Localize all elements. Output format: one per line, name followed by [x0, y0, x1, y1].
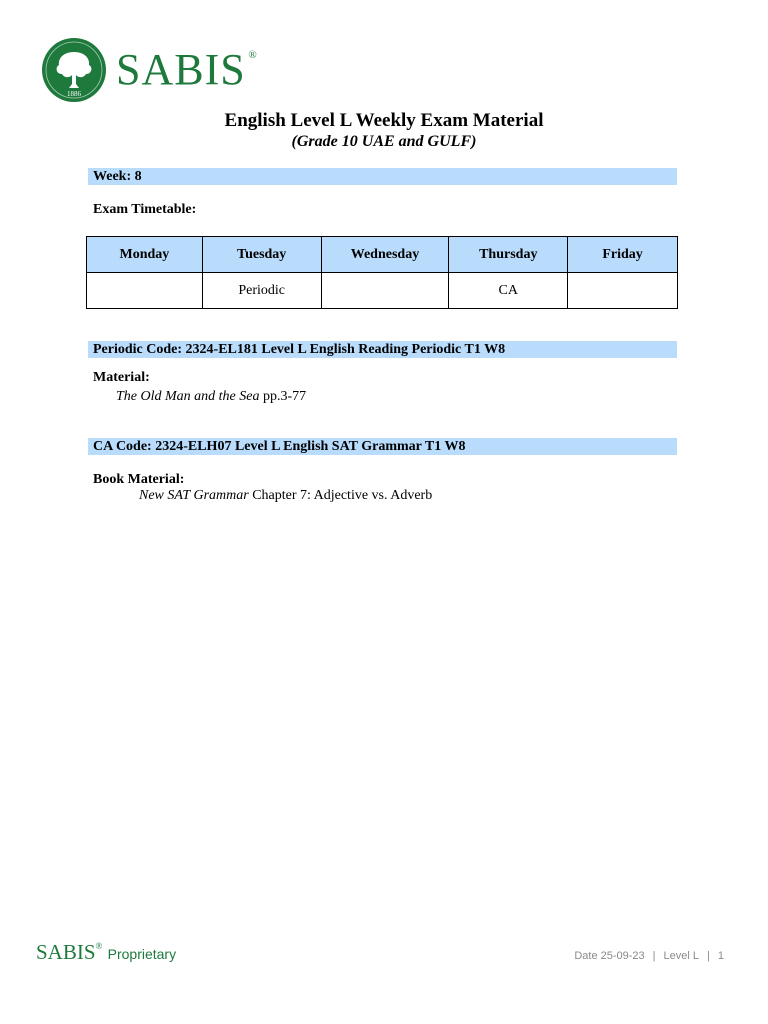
timetable-header-monday: Monday: [87, 237, 203, 273]
footer-separator: |: [707, 950, 710, 962]
ca-material-label: Book Material:: [93, 472, 185, 487]
periodic-material-label: Material:: [93, 370, 150, 385]
timetable-header-row: [87, 237, 678, 273]
footer-level: Level L: [663, 950, 700, 962]
footer-meta: [574, 950, 724, 962]
page-subtitle: (Grade 10 UAE and GULF): [291, 133, 477, 150]
sabis-seal-icon: [42, 38, 106, 102]
timetable-header-thursday: Thursday: [449, 237, 568, 273]
ca-code-band: CA Code: 2324-ELH07 Level L English SAT Grammar T1 W8: [88, 438, 677, 455]
seal-year: 1886: [67, 90, 81, 98]
footer-separator: |: [652, 950, 656, 962]
week-band: Week: 8: [88, 168, 677, 185]
timetable-cell-friday: [568, 273, 678, 309]
timetable-row: [87, 273, 678, 309]
footer-date: Date 25-09-23: [574, 950, 645, 962]
ca-material-line: [139, 488, 432, 504]
exam-timetable: [86, 236, 678, 309]
periodic-material-title: The Old Man and the Sea: [116, 389, 260, 404]
timetable-label: Exam Timetable:: [93, 202, 197, 217]
page-title: English Level L Weekly Exam Material: [224, 110, 544, 131]
footer-registered-mark: ®: [95, 941, 103, 951]
periodic-code-band: Periodic Code: 2324-EL181 Level L English Reading Periodic T1 W8: [88, 341, 677, 358]
timetable-cell-tuesday: Periodic: [202, 273, 321, 309]
timetable-header-friday: Friday: [568, 237, 678, 273]
timetable-header-tuesday: Tuesday: [202, 237, 321, 273]
timetable-cell-wednesday: [321, 273, 449, 309]
footer-brand: SABIS: [36, 940, 96, 964]
ca-material-detail: Chapter 7: Adjective vs. Adverb: [248, 488, 433, 503]
footer-logo: [36, 942, 176, 963]
timetable-cell-thursday: CA: [449, 273, 568, 309]
logo-wordmark-text: SABIS: [116, 45, 246, 94]
footer-proprietary: Proprietary: [107, 946, 177, 962]
sabis-logo: [42, 38, 258, 102]
registered-mark: ®: [248, 49, 258, 61]
logo-wordmark: [116, 45, 258, 94]
timetable-header-wednesday: Wednesday: [321, 237, 449, 273]
periodic-material-pages: pp.3-77: [259, 389, 307, 404]
timetable-cell-monday: [87, 273, 203, 309]
footer-page-number: 1: [717, 950, 724, 962]
periodic-material-line: [116, 389, 306, 405]
ca-material-title: New SAT Grammar: [139, 488, 249, 503]
